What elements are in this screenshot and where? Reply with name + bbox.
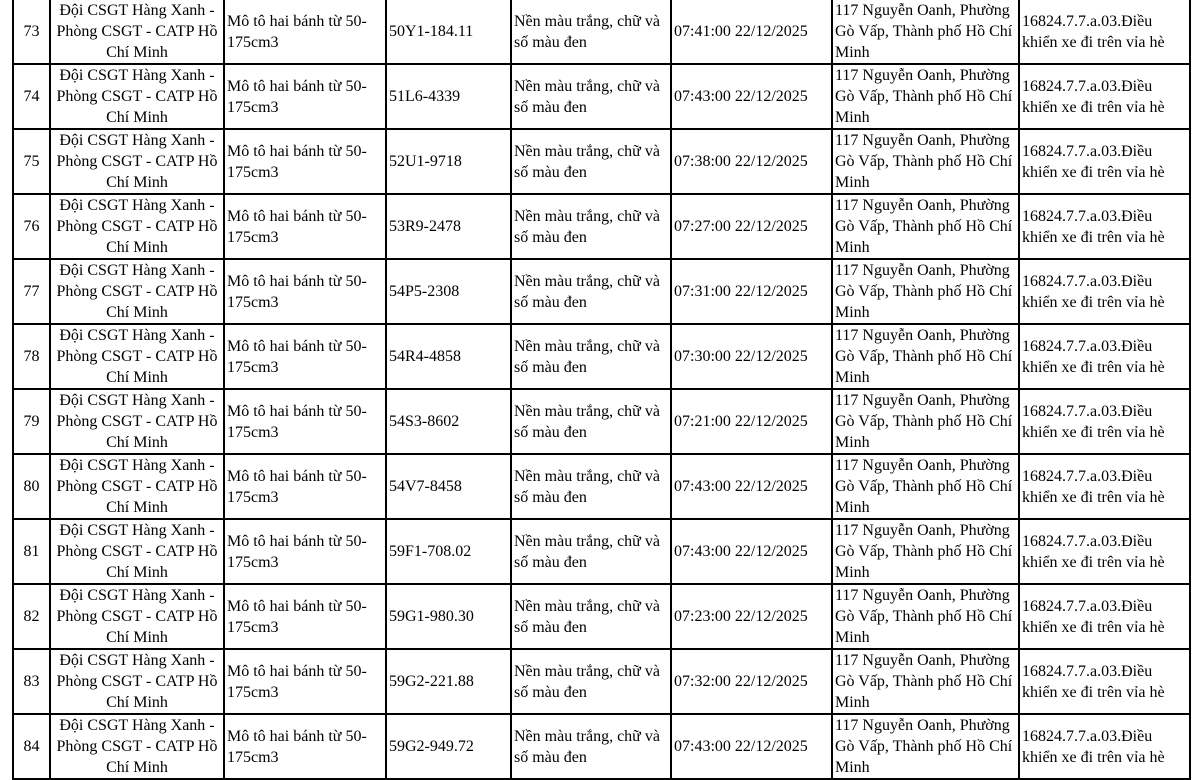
cell-license-plate: 59F1-708.02 xyxy=(386,519,511,584)
violations-table xyxy=(12,0,1191,780)
cell-violation-behavior: 16824.7.7.a.03.Điều khiển xe đi trên vỉa hè xyxy=(1019,714,1190,779)
cell-plate-color: Nền màu trắng, chữ và số màu đen xyxy=(511,64,671,129)
cell-license-plate: 54V7-8458 xyxy=(386,454,511,519)
cell-violation-place: 117 Nguyễn Oanh, Phường Gò Vấp, Thành phố Hồ Chí Minh xyxy=(832,129,1019,194)
cell-vehicle-type: Mô tô hai bánh từ 50-175cm3 xyxy=(224,0,386,64)
cell-violation-place: 117 Nguyễn Oanh, Phường Gò Vấp, Thành phố Hồ Chí Minh xyxy=(832,324,1019,389)
cell-license-plate: 51L6-4339 xyxy=(386,64,511,129)
cell-stt: 79 xyxy=(13,389,50,454)
cell-plate-color: Nền màu trắng, chữ và số màu đen xyxy=(511,649,671,714)
cell-unit: Đội CSGT Hàng Xanh - Phòng CSGT - CATP Hồ Chí Minh xyxy=(50,714,224,779)
cell-violation-time: 07:43:00 22/12/2025 xyxy=(671,64,832,129)
cell-stt: 78 xyxy=(13,324,50,389)
cell-violation-behavior: 16824.7.7.a.03.Điều khiển xe đi trên vỉa hè xyxy=(1019,389,1190,454)
cell-stt: 74 xyxy=(13,64,50,129)
cell-unit: Đội CSGT Hàng Xanh - Phòng CSGT - CATP Hồ Chí Minh xyxy=(50,454,224,519)
cell-violation-behavior: 16824.7.7.a.03.Điều khiển xe đi trên vỉa hè xyxy=(1019,454,1190,519)
table-row xyxy=(13,194,1190,259)
cell-violation-time: 07:30:00 22/12/2025 xyxy=(671,324,832,389)
cell-license-plate: 52U1-9718 xyxy=(386,129,511,194)
cell-license-plate: 59G1-980.30 xyxy=(386,584,511,649)
cell-license-plate: 59G2-949.72 xyxy=(386,714,511,779)
table-row xyxy=(13,649,1190,714)
cell-violation-place: 117 Nguyễn Oanh, Phường Gò Vấp, Thành phố Hồ Chí Minh xyxy=(832,64,1019,129)
cell-violation-time: 07:31:00 22/12/2025 xyxy=(671,259,832,324)
cell-unit: Đội CSGT Hàng Xanh - Phòng CSGT - CATP Hồ Chí Minh xyxy=(50,194,224,259)
cell-stt: 80 xyxy=(13,454,50,519)
cell-unit: Đội CSGT Hàng Xanh - Phòng CSGT - CATP Hồ Chí Minh xyxy=(50,584,224,649)
cell-unit: Đội CSGT Hàng Xanh - Phòng CSGT - CATP Hồ Chí Minh xyxy=(50,519,224,584)
cell-stt: 76 xyxy=(13,194,50,259)
cell-violation-time: 07:43:00 22/12/2025 xyxy=(671,454,832,519)
cell-violation-behavior: 16824.7.7.a.03.Điều khiển xe đi trên vỉa hè xyxy=(1019,584,1190,649)
cell-unit: Đội CSGT Hàng Xanh - Phòng CSGT - CATP Hồ Chí Minh xyxy=(50,324,224,389)
cell-unit: Đội CSGT Hàng Xanh - Phòng CSGT - CATP Hồ Chí Minh xyxy=(50,389,224,454)
cell-violation-place: 117 Nguyễn Oanh, Phường Gò Vấp, Thành phố Hồ Chí Minh xyxy=(832,454,1019,519)
cell-license-plate: 53R9-2478 xyxy=(386,194,511,259)
cell-unit: Đội CSGT Hàng Xanh - Phòng CSGT - CATP Hồ Chí Minh xyxy=(50,649,224,714)
cell-license-plate: 50Y1-184.11 xyxy=(386,0,511,64)
cell-stt: 77 xyxy=(13,259,50,324)
cell-stt: 83 xyxy=(13,649,50,714)
cell-violation-behavior: 16824.7.7.a.03.Điều khiển xe đi trên vỉa hè xyxy=(1019,324,1190,389)
cell-violation-time: 07:32:00 22/12/2025 xyxy=(671,649,832,714)
cell-unit: Đội CSGT Hàng Xanh - Phòng CSGT - CATP Hồ Chí Minh xyxy=(50,64,224,129)
cell-license-plate: 54R4-4858 xyxy=(386,324,511,389)
cell-vehicle-type: Mô tô hai bánh từ 50-175cm3 xyxy=(224,454,386,519)
cell-vehicle-type: Mô tô hai bánh từ 50-175cm3 xyxy=(224,259,386,324)
cell-vehicle-type: Mô tô hai bánh từ 50-175cm3 xyxy=(224,649,386,714)
cell-violation-time: 07:43:00 22/12/2025 xyxy=(671,714,832,779)
table-row xyxy=(13,259,1190,324)
cell-violation-place: 117 Nguyễn Oanh, Phường Gò Vấp, Thành phố Hồ Chí Minh xyxy=(832,259,1019,324)
cell-plate-color: Nền màu trắng, chữ và số màu đen xyxy=(511,0,671,64)
cell-vehicle-type: Mô tô hai bánh từ 50-175cm3 xyxy=(224,194,386,259)
cell-violation-time: 07:41:00 22/12/2025 xyxy=(671,0,832,64)
table-row xyxy=(13,389,1190,454)
cell-unit: Đội CSGT Hàng Xanh - Phòng CSGT - CATP Hồ Chí Minh xyxy=(50,0,224,64)
cell-stt: 75 xyxy=(13,129,50,194)
cell-stt: 84 xyxy=(13,714,50,779)
cell-plate-color: Nền màu trắng, chữ và số màu đen xyxy=(511,454,671,519)
cell-violation-time: 07:27:00 22/12/2025 xyxy=(671,194,832,259)
cell-violation-place: 117 Nguyễn Oanh, Phường Gò Vấp, Thành phố Hồ Chí Minh xyxy=(832,194,1019,259)
cell-violation-behavior: 16824.7.7.a.03.Điều khiển xe đi trên vỉa hè xyxy=(1019,519,1190,584)
cell-plate-color: Nền màu trắng, chữ và số màu đen xyxy=(511,259,671,324)
cell-violation-time: 07:43:00 22/12/2025 xyxy=(671,519,832,584)
cell-vehicle-type: Mô tô hai bánh từ 50-175cm3 xyxy=(224,389,386,454)
cell-violation-behavior: 16824.7.7.a.03.Điều khiển xe đi trên vỉa hè xyxy=(1019,649,1190,714)
cell-unit: Đội CSGT Hàng Xanh - Phòng CSGT - CATP Hồ Chí Minh xyxy=(50,259,224,324)
cell-plate-color: Nền màu trắng, chữ và số màu đen xyxy=(511,584,671,649)
cell-plate-color: Nền màu trắng, chữ và số màu đen xyxy=(511,129,671,194)
cell-violation-place: 117 Nguyễn Oanh, Phường Gò Vấp, Thành phố Hồ Chí Minh xyxy=(832,389,1019,454)
table-row xyxy=(13,454,1190,519)
cell-violation-place: 117 Nguyễn Oanh, Phường Gò Vấp, Thành phố Hồ Chí Minh xyxy=(832,519,1019,584)
cell-vehicle-type: Mô tô hai bánh từ 50-175cm3 xyxy=(224,714,386,779)
cell-violation-place: 117 Nguyễn Oanh, Phường Gò Vấp, Thành phố Hồ Chí Minh xyxy=(832,714,1019,779)
cell-violation-time: 07:38:00 22/12/2025 xyxy=(671,129,832,194)
table-body xyxy=(13,0,1190,779)
cell-violation-behavior: 16824.7.7.a.03.Điều khiển xe đi trên vỉa hè xyxy=(1019,194,1190,259)
cell-plate-color: Nền màu trắng, chữ và số màu đen xyxy=(511,714,671,779)
table-row xyxy=(13,519,1190,584)
cell-plate-color: Nền màu trắng, chữ và số màu đen xyxy=(511,389,671,454)
table-row xyxy=(13,584,1190,649)
cell-vehicle-type: Mô tô hai bánh từ 50-175cm3 xyxy=(224,324,386,389)
cell-violation-behavior: 16824.7.7.a.03.Điều khiển xe đi trên vỉa hè xyxy=(1019,0,1190,64)
cell-violation-behavior: 16824.7.7.a.03.Điều khiển xe đi trên vỉa hè xyxy=(1019,129,1190,194)
cell-vehicle-type: Mô tô hai bánh từ 50-175cm3 xyxy=(224,129,386,194)
cell-stt: 81 xyxy=(13,519,50,584)
cell-plate-color: Nền màu trắng, chữ và số màu đen xyxy=(511,519,671,584)
cell-violation-place: 117 Nguyễn Oanh, Phường Gò Vấp, Thành phố Hồ Chí Minh xyxy=(832,0,1019,64)
cell-violation-time: 07:21:00 22/12/2025 xyxy=(671,389,832,454)
cell-violation-time: 07:23:00 22/12/2025 xyxy=(671,584,832,649)
table-row xyxy=(13,129,1190,194)
cell-license-plate: 54S3-8602 xyxy=(386,389,511,454)
cell-vehicle-type: Mô tô hai bánh từ 50-175cm3 xyxy=(224,64,386,129)
cell-violation-behavior: 16824.7.7.a.03.Điều khiển xe đi trên vỉa hè xyxy=(1019,259,1190,324)
cell-violation-place: 117 Nguyễn Oanh, Phường Gò Vấp, Thành phố Hồ Chí Minh xyxy=(832,584,1019,649)
table-row xyxy=(13,64,1190,129)
table-row xyxy=(13,0,1190,64)
cell-violation-behavior: 16824.7.7.a.03.Điều khiển xe đi trên vỉa hè xyxy=(1019,64,1190,129)
cell-vehicle-type: Mô tô hai bánh từ 50-175cm3 xyxy=(224,584,386,649)
cell-plate-color: Nền màu trắng, chữ và số màu đen xyxy=(511,194,671,259)
cell-plate-color: Nền màu trắng, chữ và số màu đen xyxy=(511,324,671,389)
cell-vehicle-type: Mô tô hai bánh từ 50-175cm3 xyxy=(224,519,386,584)
cell-license-plate: 59G2-221.88 xyxy=(386,649,511,714)
cell-stt: 73 xyxy=(13,0,50,64)
cell-license-plate: 54P5-2308 xyxy=(386,259,511,324)
table-row xyxy=(13,714,1190,779)
cell-unit: Đội CSGT Hàng Xanh - Phòng CSGT - CATP Hồ Chí Minh xyxy=(50,129,224,194)
table-row xyxy=(13,324,1190,389)
cell-stt: 82 xyxy=(13,584,50,649)
cell-violation-place: 117 Nguyễn Oanh, Phường Gò Vấp, Thành phố Hồ Chí Minh xyxy=(832,649,1019,714)
